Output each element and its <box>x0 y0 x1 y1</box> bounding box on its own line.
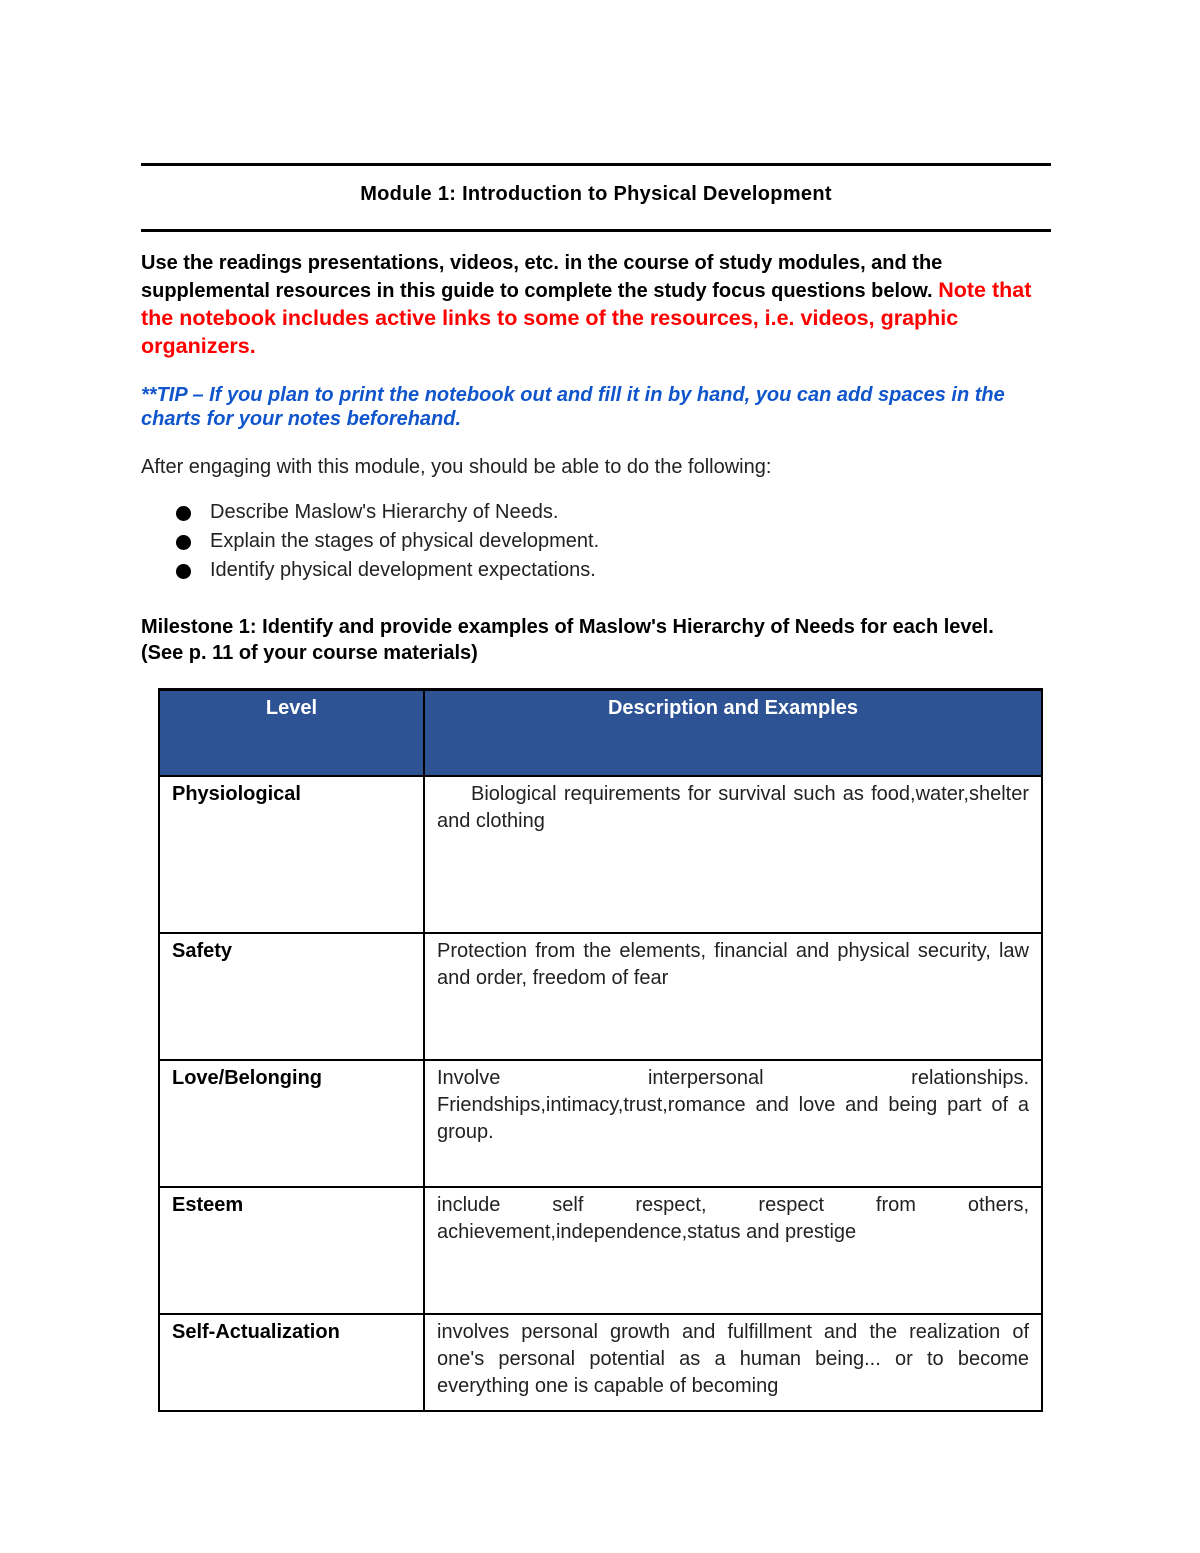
list-item <box>172 558 599 587</box>
level-cell: Love/Belonging <box>159 1060 424 1187</box>
module-title: Module 1: Introduction to Physical Development <box>360 183 832 205</box>
description-cell[interactable]: involves personal growth and fulfillment and the realization of one's personal potential as a human being... or to become everything one is capable of becoming <box>424 1314 1042 1411</box>
bullet-icon <box>176 506 191 521</box>
milestone-heading: Milestone 1: Identify and provide examples of Maslow's Hierarchy of Needs for each level. (See p. 11 of your course materials) <box>141 616 994 664</box>
tip-note: **TIP – If you plan to print the notebook out and fill it in by hand, you can add spaces in the charts for your notes beforehand. <box>141 384 1005 430</box>
header-description: Description and Examples <box>424 690 1042 777</box>
title-divider <box>141 229 1051 232</box>
objective-text: Describe Maslow's Hierarchy of Needs. <box>210 501 559 523</box>
table-header-row <box>159 690 1042 777</box>
header-level: Level <box>159 690 424 777</box>
description-cell[interactable]: Biological requirements for survival such as food,water,shelter and clothing <box>424 776 1042 933</box>
level-cell: Self-Actualization <box>159 1314 424 1411</box>
level-cell: Physiological <box>159 776 424 933</box>
description-cell[interactable]: Involve interpersonal relationships. Friendships,intimacy,trust,romance and love and being part of a group. <box>424 1060 1042 1187</box>
table-row <box>159 1060 1042 1187</box>
objectives-list <box>172 500 599 587</box>
intro-instructions: Use the readings presentations, videos, etc. in the course of study modules, and the supplemental resources in this guide to complete the study focus questions below. <box>141 252 943 302</box>
maslow-table <box>158 688 1043 1412</box>
intro-paragraph <box>141 250 1059 361</box>
list-item <box>172 500 599 529</box>
level-cell: Esteem <box>159 1187 424 1314</box>
table-row <box>159 1314 1042 1411</box>
objective-text: Explain the stages of physical development. <box>210 530 600 552</box>
bullet-icon <box>176 535 191 550</box>
description-cell[interactable]: include self respect, respect from others, achievement,independence,status and prestige <box>424 1187 1042 1314</box>
table-row <box>159 1187 1042 1314</box>
top-divider <box>141 163 1051 166</box>
bullet-icon <box>176 564 191 579</box>
list-item <box>172 529 599 558</box>
objectives-lead: After engaging with this module, you should be able to do the following: <box>141 456 772 478</box>
description-cell[interactable]: Protection from the elements, financial and physical security, law and order, freedom of fear <box>424 933 1042 1060</box>
objective-text: Identify physical development expectations. <box>210 559 596 581</box>
table-row <box>159 933 1042 1060</box>
level-cell: Safety <box>159 933 424 1060</box>
table-row <box>159 776 1042 933</box>
intro-note-link[interactable]: Note that the notebook includes active links to some of the resources, i.e. videos, graphic organizers. <box>141 278 1032 358</box>
